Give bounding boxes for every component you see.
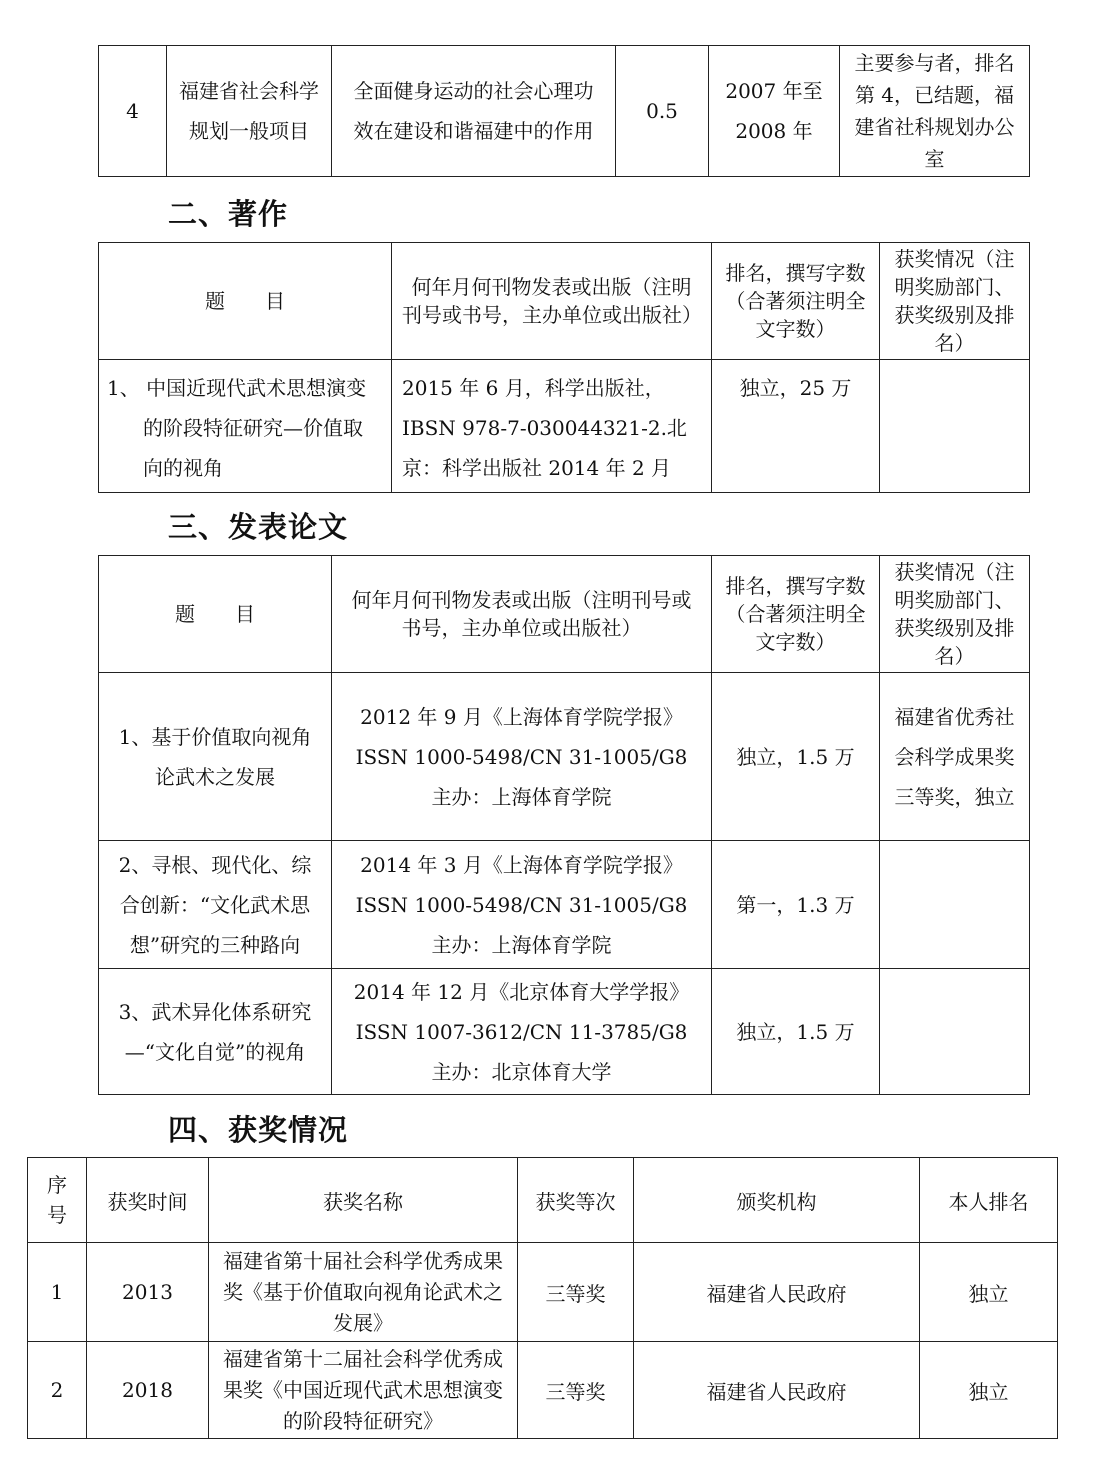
paper-rank: 第一，1.3 万 [712,841,880,969]
award-grade: 三等奖 [518,1243,634,1342]
project-period: 2007 年至 2008 年 [709,46,840,177]
paper-title: 2、寻根、现代化、综合创新：“文化武术思想”研究的三种路向 [99,841,332,969]
papers-header-rank: 排名，撰写字数（合著须注明全文字数） [712,556,880,673]
award-name: 福建省第十二届社会科学优秀成果奖《中国近现代武术思想演变的阶段特征研究》 [209,1342,518,1439]
awards-header-grade: 获奖等次 [518,1158,634,1243]
papers-header-title: 题 目 [99,556,332,673]
award-time: 2018 [87,1342,209,1439]
project-no: 4 [99,46,167,177]
section-heading-books: 二、著作 [168,197,289,231]
book-award [880,360,1030,493]
award-rank: 独立 [920,1342,1058,1439]
paper-award [880,841,1030,969]
papers-header-award: 获奖情况（注明奖励部门、获奖级别及排名） [880,556,1030,673]
paper-rank: 独立，1.5 万 [712,969,880,1095]
section-heading-papers: 三、发表论文 [168,510,349,544]
award-name: 福建省第十届社会科学优秀成果奖《基于价值取向视角论武术之发展》 [209,1243,518,1342]
paper-sponsor: 主办：上海体育学院 [431,784,612,809]
paper-journal: 2012 年 9 月《上海体育学院学报》 [360,704,683,729]
award-time: 2013 [87,1243,209,1342]
paper-issn: ISSN 1000-5498/CN 31-1005/G8 [355,892,688,917]
books-header-award: 获奖情况（注明奖励部门、获奖级别及排名） [880,243,1030,360]
paper-journal: 2014 年 3 月《上海体育学院学报》 [360,852,683,877]
paper-issn: ISSN 1000-5498/CN 31-1005/G8 [355,744,688,769]
table-row [99,360,1030,493]
award-no: 1 [28,1243,87,1342]
table-row [99,969,1030,1095]
paper-title: 1、基于价值取向视角论武术之发展 [99,673,332,841]
project-table [98,45,1030,177]
award-org: 福建省人民政府 [634,1243,920,1342]
paper-journal: 2014 年 12 月《北京体育大学学报》 [353,979,690,1004]
project-funding: 0.5 [616,46,709,177]
paper-award: 福建省优秀社会科学成果奖三等奖，独立 [880,673,1030,841]
paper-issn: ISSN 1007-3612/CN 11-3785/G8 [355,1019,688,1044]
books-table [98,242,1030,493]
awards-table [27,1157,1058,1439]
award-no: 2 [28,1342,87,1439]
paper-sponsor: 主办：北京体育大学 [431,1059,612,1084]
awards-header-rank: 本人排名 [920,1158,1058,1243]
section-heading-awards: 四、获奖情况 [168,1113,349,1147]
books-header-rank: 排名，撰写字数（合著须注明全文字数） [712,243,880,360]
awards-header-time: 获奖时间 [87,1158,209,1243]
book-rank: 独立，25 万 [712,360,880,493]
book-publish: 2015 年 6 月，科学出版社，IBSN 978-7-030044321-2.北京：科学出版社 2014 年 2 月 [392,360,712,493]
awards-header-org: 颁奖机构 [634,1158,920,1243]
paper-title: 3、武术异化体系研究—“文化自觉”的视角 [99,969,332,1095]
awards-header-name: 获奖名称 [209,1158,518,1243]
papers-header-publish: 何年月何刊物发表或出版（注明刊号或书号，主办单位或出版社） [332,556,712,673]
book-title: 1、 中国近现代武术思想演变的阶段特征研究—价值取向的视角 [99,360,392,493]
project-type: 福建省社会科学规划一般项目 [167,46,332,177]
paper-rank: 独立，1.5 万 [712,673,880,841]
table-row [99,841,1030,969]
paper-publish [332,673,712,841]
project-note: 主要参与者，排名第 4，已结题，福建省社科规划办公室 [840,46,1030,177]
paper-award [880,969,1030,1095]
paper-sponsor: 主办：上海体育学院 [431,932,612,957]
table-row [28,1342,1058,1439]
project-title: 全面健身运动的社会心理功效在建设和谐福建中的作用 [332,46,616,177]
award-rank: 独立 [920,1243,1058,1342]
books-header-publish: 何年月何刊物发表或出版（注明刊号或书号，主办单位或出版社） [392,243,712,360]
books-header-title: 题 目 [99,243,392,360]
award-grade: 三等奖 [518,1342,634,1439]
paper-publish [332,969,712,1095]
table-row [99,673,1030,841]
table-row [28,1243,1058,1342]
award-org: 福建省人民政府 [634,1342,920,1439]
paper-publish [332,841,712,969]
awards-header-no: 序号 [28,1158,87,1243]
papers-table [98,555,1030,1095]
